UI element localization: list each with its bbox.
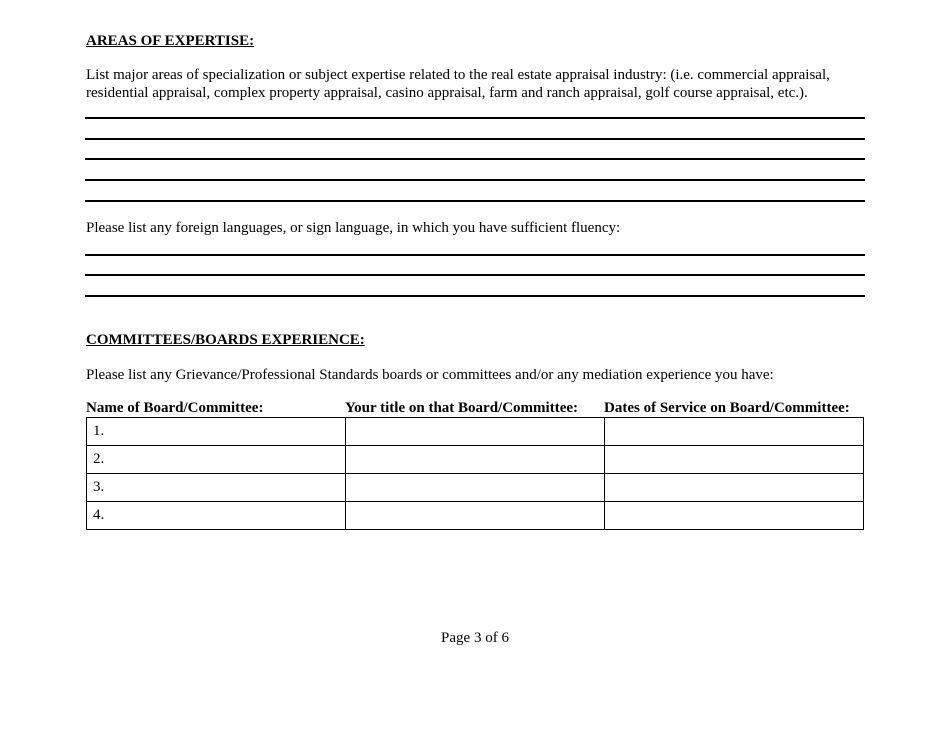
dates-cell[interactable]	[605, 502, 864, 530]
dates-cell[interactable]	[605, 418, 864, 446]
column-header-dates: Dates of Service on Board/Committee:	[604, 400, 850, 416]
board-name-cell[interactable]: 3.	[87, 474, 346, 502]
expertise-answer-line[interactable]	[85, 138, 865, 140]
title-cell[interactable]	[346, 446, 605, 474]
board-name-cell[interactable]: 2.	[87, 446, 346, 474]
table-row	[87, 446, 864, 474]
expertise-answer-line[interactable]	[85, 158, 865, 160]
board-name-cell[interactable]: 4.	[87, 502, 346, 530]
expertise-heading: AREAS OF EXPERTISE:	[86, 33, 255, 49]
table-row	[87, 474, 864, 502]
languages-answer-line[interactable]	[85, 254, 865, 256]
title-cell[interactable]	[346, 502, 605, 530]
column-header-title: Your title on that Board/Committee:	[345, 400, 579, 416]
expertise-answer-line[interactable]	[85, 200, 865, 202]
committees-table	[86, 417, 864, 530]
languages-instruction: Please list any foreign languages, or sign language, in which you have sufficient fluency:	[86, 220, 621, 236]
committees-instruction: Please list any Grievance/Professional Standards boards or committees and/or any mediation experience you have:	[86, 367, 774, 383]
title-cell[interactable]	[346, 474, 605, 502]
board-name-cell[interactable]: 1.	[87, 418, 346, 446]
title-cell[interactable]	[346, 418, 605, 446]
expertise-instruction: List major areas of specialization or subject expertise related to the real estate appraisal industry: (i.e. commercial appraisal, residential appraisal, complex property appraisal, casino appraisal, farm and ranch appraisal, golf course appraisal, etc.).	[86, 67, 830, 101]
table-row	[87, 418, 864, 446]
languages-answer-line[interactable]	[85, 295, 865, 297]
dates-cell[interactable]	[605, 446, 864, 474]
dates-cell[interactable]	[605, 474, 864, 502]
languages-answer-line[interactable]	[85, 274, 865, 276]
table-row	[87, 502, 864, 530]
committees-heading: COMMITTEES/BOARDS EXPERIENCE:	[86, 332, 365, 348]
expertise-answer-line[interactable]	[85, 117, 865, 119]
expertise-answer-line[interactable]	[85, 179, 865, 181]
column-header-board-name: Name of Board/Committee:	[86, 400, 264, 416]
page-number: Page 3 of 6	[441, 630, 509, 646]
